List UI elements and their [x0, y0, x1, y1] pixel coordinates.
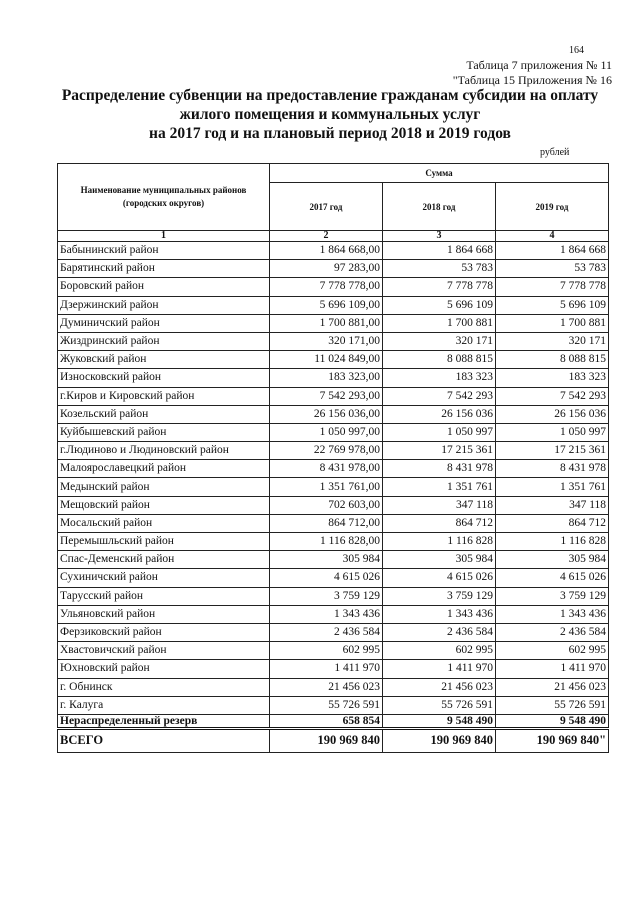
- value-2017: 305 984: [270, 551, 383, 569]
- value-2017: 21 456 023: [270, 678, 383, 696]
- currency-unit: рублей: [540, 147, 570, 158]
- value-2018: 1 351 761: [383, 478, 496, 496]
- table-row: [58, 642, 609, 660]
- district-name: Тарусский район: [58, 587, 270, 605]
- district-name: Медынский район: [58, 478, 270, 496]
- value-2017: 1 864 668,00: [270, 242, 383, 260]
- value-2019: 55 726 591: [496, 696, 609, 714]
- value-2018: 55 726 591: [383, 696, 496, 714]
- district-name: Перемышльский район: [58, 533, 270, 551]
- value-2019: 53 783: [496, 260, 609, 278]
- value-2019: 4 615 026: [496, 569, 609, 587]
- value-2019: 3 759 129: [496, 587, 609, 605]
- table-row: [58, 623, 609, 641]
- value-2018: 3 759 129: [383, 587, 496, 605]
- value-2018: 864 712: [383, 514, 496, 532]
- value-2019: 8 088 815: [496, 351, 609, 369]
- table-row: [58, 478, 609, 496]
- value-2018: 21 456 023: [383, 678, 496, 696]
- district-name: Боровский район: [58, 278, 270, 296]
- title-line-3: на 2017 год и на плановый период 2018 и 2019 годов: [149, 125, 511, 142]
- table-row: [58, 660, 609, 678]
- value-2017: 1 116 828,00: [270, 533, 383, 551]
- value-2019: 864 712: [496, 514, 609, 532]
- value-2018: 8 431 978: [383, 460, 496, 478]
- district-name: Ферзиковский район: [58, 623, 270, 641]
- table-row: [58, 387, 609, 405]
- value-2019: 1 116 828: [496, 533, 609, 551]
- value-2019: 2 436 584: [496, 623, 609, 641]
- value-2017: 4 615 026: [270, 569, 383, 587]
- district-name: Мосальский район: [58, 514, 270, 532]
- table-row: [58, 551, 609, 569]
- value-2017: 2 436 584: [270, 623, 383, 641]
- value-2017: 1 343 436: [270, 605, 383, 623]
- reserve-2017: 658 854: [270, 714, 383, 728]
- reserve-2019: 9 548 490: [496, 714, 609, 728]
- table-row: [58, 405, 609, 423]
- table-row: [58, 605, 609, 623]
- value-2019: 1 864 668: [496, 242, 609, 260]
- value-2018: 1 343 436: [383, 605, 496, 623]
- value-2018: 4 615 026: [383, 569, 496, 587]
- value-2018: 2 436 584: [383, 623, 496, 641]
- table-row: [58, 351, 609, 369]
- table-row: [58, 460, 609, 478]
- value-2019: 1 050 997: [496, 423, 609, 441]
- value-2019: 1 351 761: [496, 478, 609, 496]
- total-2018: 190 969 840: [383, 728, 496, 752]
- column-number: 4: [496, 231, 609, 242]
- value-2018: 1 411 970: [383, 660, 496, 678]
- value-2019: 347 118: [496, 496, 609, 514]
- district-name: Малоярославецкий район: [58, 460, 270, 478]
- table-row: [58, 260, 609, 278]
- value-2018: 602 995: [383, 642, 496, 660]
- total-row: [58, 728, 609, 752]
- appendix-reference-1: Таблица 7 приложения № 11: [466, 58, 612, 72]
- total-2017: 190 969 840: [270, 728, 383, 752]
- value-2017: 183 323,00: [270, 369, 383, 387]
- value-2019: 26 156 036: [496, 405, 609, 423]
- district-name: Хвастовичский район: [58, 642, 270, 660]
- value-2019: 8 431 978: [496, 460, 609, 478]
- value-2017: 55 726 591: [270, 696, 383, 714]
- district-name: Жиздринский район: [58, 332, 270, 350]
- value-2018: 5 696 109: [383, 296, 496, 314]
- table-row: [58, 314, 609, 332]
- district-name: г. Обнинск: [58, 678, 270, 696]
- value-2018: 26 156 036: [383, 405, 496, 423]
- reserve-2018: 9 548 490: [383, 714, 496, 728]
- table-row: [58, 278, 609, 296]
- district-name: Сухиничский район: [58, 569, 270, 587]
- district-name: г.Киров и Кировский район: [58, 387, 270, 405]
- table-row: [58, 587, 609, 605]
- value-2017: 26 156 036,00: [270, 405, 383, 423]
- value-2018: 1 700 881: [383, 314, 496, 332]
- value-2018: 183 323: [383, 369, 496, 387]
- total-label: ВСЕГО: [58, 728, 270, 752]
- value-2019: 320 171: [496, 332, 609, 350]
- column-number: 2: [270, 231, 383, 242]
- value-2019: 305 984: [496, 551, 609, 569]
- value-2017: 320 171,00: [270, 332, 383, 350]
- district-name: Жуковский район: [58, 351, 270, 369]
- column-header-name: Наименование муниципальных районов (городских округов): [58, 164, 270, 231]
- district-name: Спас-Деменский район: [58, 551, 270, 569]
- title-line-2: жилого помещения и коммунальных услуг: [179, 106, 481, 123]
- district-name: Думиничский район: [58, 314, 270, 332]
- value-2019: 7 542 293: [496, 387, 609, 405]
- value-2019: 17 215 361: [496, 442, 609, 460]
- value-2018: 17 215 361: [383, 442, 496, 460]
- table-row: [58, 296, 609, 314]
- value-2018: 7 542 293: [383, 387, 496, 405]
- value-2019: 602 995: [496, 642, 609, 660]
- value-2017: 602 995: [270, 642, 383, 660]
- value-2017: 1 700 881,00: [270, 314, 383, 332]
- district-name: Ульяновский район: [58, 605, 270, 623]
- column-number: 1: [58, 231, 270, 242]
- district-name: г. Калуга: [58, 696, 270, 714]
- value-2018: 7 778 778: [383, 278, 496, 296]
- value-2018: 1 864 668: [383, 242, 496, 260]
- value-2018: 1 050 997: [383, 423, 496, 441]
- value-2017: 1 351 761,00: [270, 478, 383, 496]
- value-2019: 183 323: [496, 369, 609, 387]
- value-2017: 5 696 109,00: [270, 296, 383, 314]
- table-row: [58, 369, 609, 387]
- value-2018: 305 984: [383, 551, 496, 569]
- appendix-reference-2: "Таблица 15 Приложения № 16: [452, 73, 612, 87]
- value-2017: 22 769 978,00: [270, 442, 383, 460]
- table-row: [58, 533, 609, 551]
- table-row: [58, 678, 609, 696]
- value-2017: 1 411 970: [270, 660, 383, 678]
- table-row: [58, 442, 609, 460]
- district-name: Износковский район: [58, 369, 270, 387]
- table-row: [58, 569, 609, 587]
- value-2017: 3 759 129: [270, 587, 383, 605]
- value-2018: 320 171: [383, 332, 496, 350]
- value-2018: 347 118: [383, 496, 496, 514]
- district-name: г.Людиново и Людиновский район: [58, 442, 270, 460]
- value-2017: 1 050 997,00: [270, 423, 383, 441]
- value-2017: 7 542 293,00: [270, 387, 383, 405]
- table-row: [58, 423, 609, 441]
- page-number: 164: [569, 45, 584, 56]
- table-row: [58, 332, 609, 350]
- value-2017: 702 603,00: [270, 496, 383, 514]
- value-2018: 8 088 815: [383, 351, 496, 369]
- value-2018: 1 116 828: [383, 533, 496, 551]
- district-name: Куйбышевский район: [58, 423, 270, 441]
- value-2019: 5 696 109: [496, 296, 609, 314]
- value-2018: 53 783: [383, 260, 496, 278]
- district-name: Дзержинский район: [58, 296, 270, 314]
- value-2019: 1 343 436: [496, 605, 609, 623]
- district-name: Мещовский район: [58, 496, 270, 514]
- district-name: Бабынинский район: [58, 242, 270, 260]
- column-header-sum: Сумма: [270, 164, 609, 183]
- table-row: [58, 496, 609, 514]
- column-header-2018: 2018 год: [383, 183, 496, 231]
- subvention-table: [57, 163, 609, 753]
- value-2017: 864 712,00: [270, 514, 383, 532]
- table-row: [58, 242, 609, 260]
- district-name: Барятинский район: [58, 260, 270, 278]
- value-2017: 11 024 849,00: [270, 351, 383, 369]
- value-2017: 97 283,00: [270, 260, 383, 278]
- reserve-row: [58, 714, 609, 728]
- value-2019: 1 700 881: [496, 314, 609, 332]
- column-header-2017: 2017 год: [270, 183, 383, 231]
- reserve-label: Нераспределенный резерв: [58, 714, 270, 728]
- table-row: [58, 696, 609, 714]
- value-2019: 1 411 970: [496, 660, 609, 678]
- value-2017: 8 431 978,00: [270, 460, 383, 478]
- column-number: 3: [383, 231, 496, 242]
- district-name: Юхновский район: [58, 660, 270, 678]
- value-2019: 7 778 778: [496, 278, 609, 296]
- total-2019: 190 969 840": [496, 728, 609, 752]
- value-2019: 21 456 023: [496, 678, 609, 696]
- table-row: [58, 514, 609, 532]
- title-line-1: Распределение субвенции на предоставление гражданам субсидии на оплату: [61, 87, 599, 104]
- document-title: [40, 86, 620, 143]
- value-2017: 7 778 778,00: [270, 278, 383, 296]
- table-body: [58, 242, 609, 715]
- district-name: Козельский район: [58, 405, 270, 423]
- column-header-2019: 2019 год: [496, 183, 609, 231]
